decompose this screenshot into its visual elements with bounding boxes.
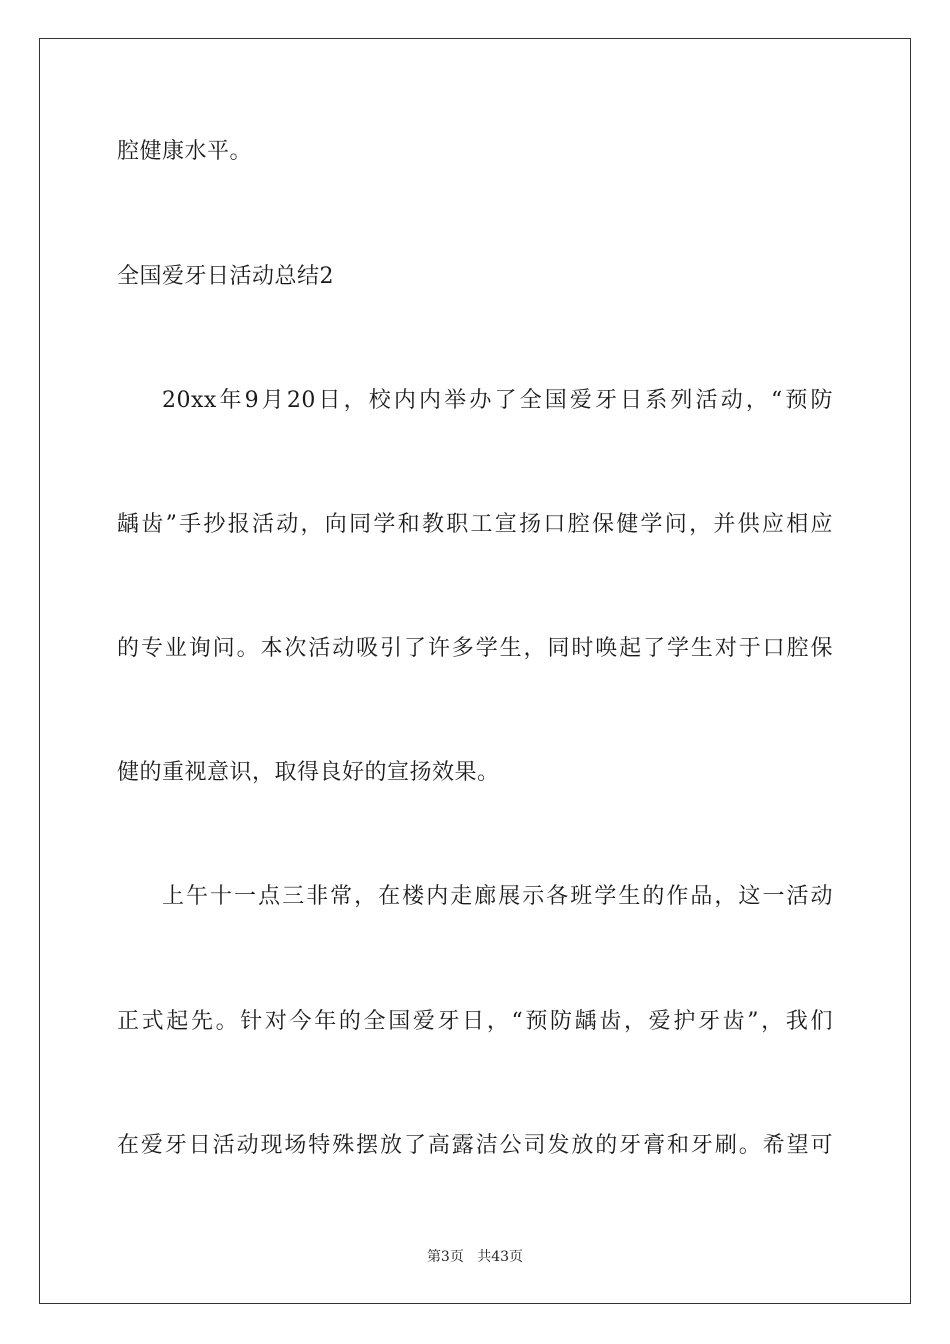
paragraph-line: 正式起先。针对今年的全国爱牙日，“预防龋齿，爱护牙齿”，我们 [117,1009,833,1034]
paragraph-line: 20xx年9月20日，校内内举办了全国爱牙日系列活动，“预防 [162,388,833,413]
total-pages: 共43页 [477,1249,524,1265]
page-border [39,38,911,1304]
paragraph-line: 上午十一点三非常，在楼内走廊展示各班学生的作品，这一活动 [162,884,833,909]
paragraph-line: 龋齿”手抄报活动，向同学和教职工宣扬口腔保健学问，并供应相应 [117,512,833,537]
paragraph-line: 在爱牙日活动现场特殊摆放了高露洁公司发放的牙膏和牙刷。希望可 [117,1133,833,1158]
paragraph-line: 健的重视意识，取得良好的宣扬效果。 [117,760,500,785]
section-heading: 全国爱牙日活动总结2 [117,264,334,289]
paragraph-line: 的专业询问。本次活动吸引了许多学生，同时唤起了学生对于口腔保 [117,636,833,661]
text-line: 腔健康水平。 [117,139,253,164]
page-footer [0,1247,950,1267]
page-number: 第3页 [426,1249,464,1265]
